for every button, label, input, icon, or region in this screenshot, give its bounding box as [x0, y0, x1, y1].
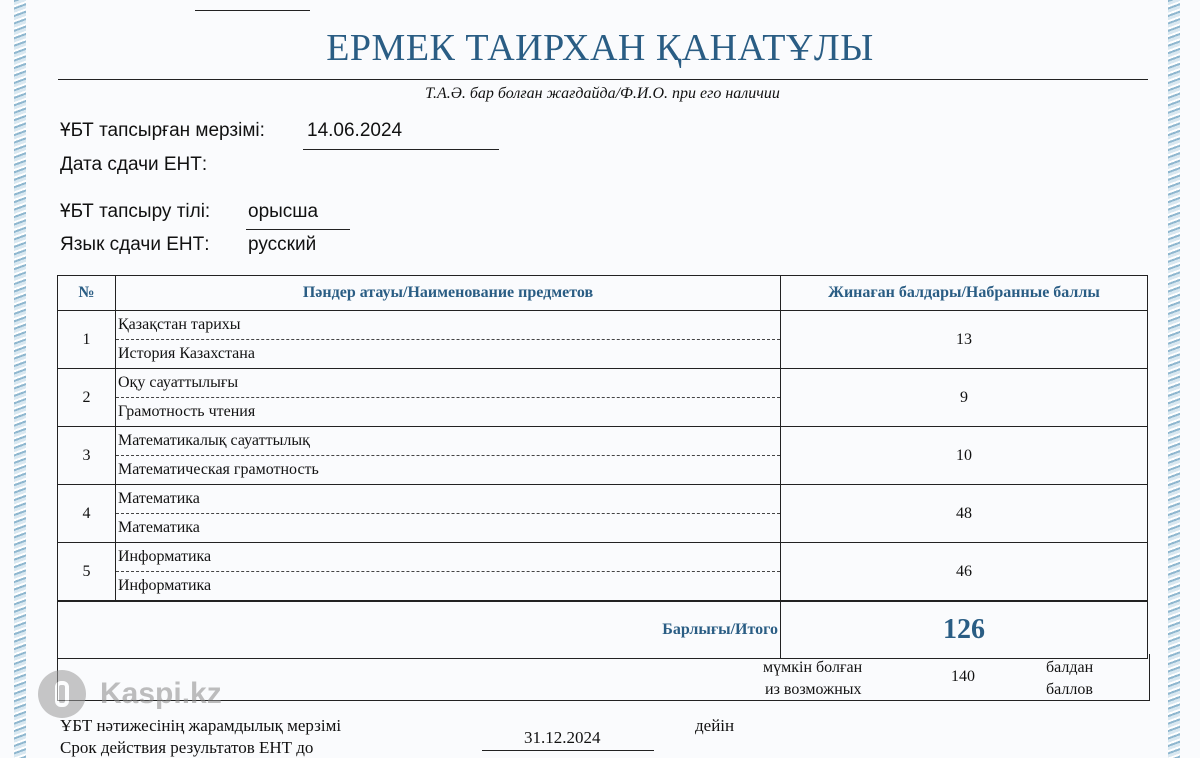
table-header-row — [58, 276, 1148, 311]
subject-kz: Математика — [116, 485, 780, 514]
validity-underline — [482, 750, 654, 751]
total-value: 126 — [781, 601, 1148, 659]
subject-ru: Математика — [118, 519, 200, 536]
validity-suffix-kz: дейін — [695, 716, 735, 735]
subject-ru: Грамотность чтения — [118, 403, 256, 420]
validity-label-ru: Срок действия результатов ЕНТ до — [60, 738, 314, 757]
row-subject — [116, 543, 781, 602]
table-row — [58, 311, 1148, 369]
row-subject — [116, 311, 781, 369]
total-label: Барлығы/Итого — [58, 601, 781, 659]
row-score: 9 — [781, 369, 1148, 427]
validity-value: 31.12.2024 — [524, 728, 601, 747]
header-subject: Пәндер атауы/Наименование предметов — [116, 276, 781, 311]
row-subject — [116, 485, 781, 543]
total-row — [58, 601, 1148, 659]
subject-ru: Математическая грамотность — [118, 461, 319, 478]
max-pre-ru: из возможных — [765, 681, 862, 698]
subject-kz: Қазақстан тарихы — [116, 311, 780, 340]
table-row — [58, 543, 1148, 602]
exam-date-label-kz: ҰБТ тапсырған мерзімі: — [60, 120, 265, 141]
header-score: Жинаған балдары/Набранные баллы — [781, 276, 1148, 311]
table-row — [58, 485, 1148, 543]
decorative-border-left — [14, 0, 26, 758]
row-subject — [116, 427, 781, 485]
exam-date-label-ru: Дата сдачи ЕНТ: — [60, 154, 208, 175]
subject-ru: Информатика — [118, 577, 212, 594]
table-row — [58, 427, 1148, 485]
row-score: 46 — [781, 543, 1148, 602]
exam-language-label-kz: ҰБТ тапсыру тілі: — [60, 201, 211, 222]
row-num: 1 — [58, 311, 116, 369]
top-cut-underline — [195, 10, 310, 11]
max-post-kz: балдан — [1046, 659, 1094, 676]
row-num: 2 — [58, 369, 116, 427]
row-num: 3 — [58, 427, 116, 485]
max-post-ru: баллов — [1046, 681, 1093, 698]
subject-ru: История Казахстана — [118, 345, 255, 362]
row-score: 48 — [781, 485, 1148, 543]
kaspi-watermark — [38, 670, 222, 718]
header-num: № — [58, 276, 116, 311]
scores-table — [57, 275, 1148, 659]
exam-date-underline — [303, 149, 499, 150]
max-value: 140 — [951, 668, 975, 685]
row-score: 13 — [781, 311, 1148, 369]
validity-label-kz: ҰБТ нәтижесінің жарамдылық мерзімі — [60, 716, 342, 735]
max-pre-kz: мүмкін болған — [763, 659, 863, 676]
exam-language-value-kz: орысша — [248, 201, 319, 222]
exam-date-value: 14.06.2024 — [307, 120, 403, 141]
subject-kz: Информатика — [116, 543, 780, 572]
subject-kz: Математикалық сауаттылық — [116, 427, 780, 456]
name-underline — [58, 79, 1148, 80]
exam-language-underline — [246, 229, 350, 230]
row-subject — [116, 369, 781, 427]
student-name: ЕРМЕК ТАИРХАН ҚАНАТҰЛЫ — [326, 27, 874, 69]
exam-language-label-ru: Язык сдачи ЕНТ: — [60, 234, 210, 255]
subject-kz: Оқу сауаттылығы — [116, 369, 780, 398]
row-num: 4 — [58, 485, 116, 543]
kaspi-brand-text: Kaspi.kz — [100, 677, 222, 710]
row-num: 5 — [58, 543, 116, 602]
exam-language-value-ru: русский — [248, 234, 317, 255]
table-row — [58, 369, 1148, 427]
row-score: 10 — [781, 427, 1148, 485]
name-caption: Т.А.Ә. бар болған жағдайда/Ф.И.О. при его наличии — [425, 85, 780, 102]
kaspi-logo-icon — [38, 670, 86, 718]
decorative-border-right — [1168, 0, 1180, 758]
